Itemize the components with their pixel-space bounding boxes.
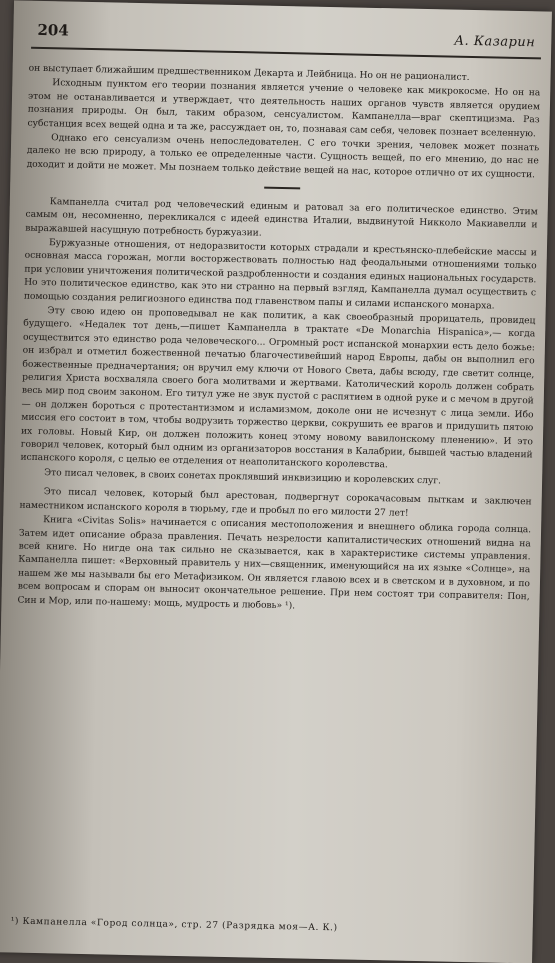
page-header xyxy=(31,19,542,60)
paragraph-continuation: он выступает ближайшим предшественником Декарта и Лейбница. Но он не рационалист. xyxy=(28,63,470,83)
paragraph: Однако его сенсуализм очень непоследователен. С его точки зрения, человек может познать далеко не всю природу, а только ее определенные части. Сущность вещей, по его мнению, до нас не доходит и дойти не может. Мы познаем только действие вещей на нас, которое отлично от их сущности. xyxy=(26,133,540,181)
paragraph: Это писал человек, в своих сонетах проклявший инквизицию и королевских слуг. xyxy=(44,467,442,487)
paragraph: Буржуазные отношения, от недоразвитости которых страдали и крестьянско-плебейские массы и основная масса горожан, могли восторжествовать полностью над феодальными отношениями только при условии уничтожения политической раздробленности и создания единых национальных государств. Но это политическое единство, как это ни странно на первый взгляд, Кампанелла думал осуществить с помощью создания религиозного единства под главенством папы и силами испанского монарха. xyxy=(23,238,537,312)
paragraph: Кампанелла считал род человеческий единым и ратовал за его политическое единство. Этим самым он, несомненно, перекликался с идеей единства Италии, выдвинутой Никколо Макиавелли и выражавшей насущную потребность буржуазии. xyxy=(25,196,538,239)
page-body xyxy=(17,63,540,619)
paragraph: Эту свою идею он проповедывал не как политик, а как своеобразный прорицатель, провидец будущего. «Недалек тот день,—пишет Кампанелла в трактате «De Monarchia Hispanica»,— когда осуществится это единство рода человеческого... Огромный рост испанской монархии есть дело божье: он избрал и отметил божественной печатью благочестивейший народ Европы, дабы он выполнил его божественные предначертания; он вручил ему ключи от Нового Света, дабы всюду, где светит солнце, религия Христа восхваляла своего бога молитвами и жертвами. Католический король должен собрать весь мир под своим законом. Его титул уже не звук пустой с распятием в одной руке и с мечом в другой— он должен бороться с протестантизмом и исламизмом, доколе они не исчезнут с лица земли. Ибо миссия его состоит в том, чтобы водрузить торжество церкви, сокрушить ее врагов и придушить пятою их головы. Новый Кир, он должен положить конец этому новому вавилонскому пленению». И это говорил человек, который был одним из организаторов восстания в Калабрии, бывшей частью владений испанского короля, с целью ее отделения от неаполитанского королевства. xyxy=(20,306,536,471)
paragraph: Книга «Civitas Solis» начинается с описания местоположения и внешнего облика города солнца. Затем идет описание образа правления. Печать незрелости капиталистических отношений видна на всей книге. Но нигде она так сильно не сказывается, как в характеристике системы управления. Кампанелла пишет: «Верховный правитель у них—священник, именующийся на их языке «Солнце», на нашем же мы называли бы его Метафизиком. Он является главою всех и в светском и в духовном, и по всем вопросам и спорам он выносит окончательное решение. При нем состоят три соправителя: Пон, Син и Мор, или по-нашему: мощь, мудрость и любовь» ¹). xyxy=(17,515,532,611)
running-head: А. Казарин xyxy=(454,33,536,51)
paragraph: Это писал человек, который был арестован, подвергнут сорокачасовым пыткам и заключен наместником испанского короля в тюрьму, где и пробыл по его милости 27 лет! xyxy=(19,487,532,519)
footnote: ¹) Кампанелла «Город солнца», стр. 27 (Разрядка моя—А. К.) xyxy=(10,916,338,934)
page-number: 204 xyxy=(37,20,69,40)
paragraph: Исходным пунктом его теории познания является учение о человеке как микрокосме. Но он на этом не останавливается и утверждает, что деятельность наших органов чувств является орудием познания природы. Он был, таким образом, сенсуалистом. Кампанелла—враг скептицизма. Раз субстанция всех вещей одна и та же, рассуждает он, то, познавая сам себя, человек познает вселенную. xyxy=(27,78,541,139)
section-divider xyxy=(264,187,300,189)
